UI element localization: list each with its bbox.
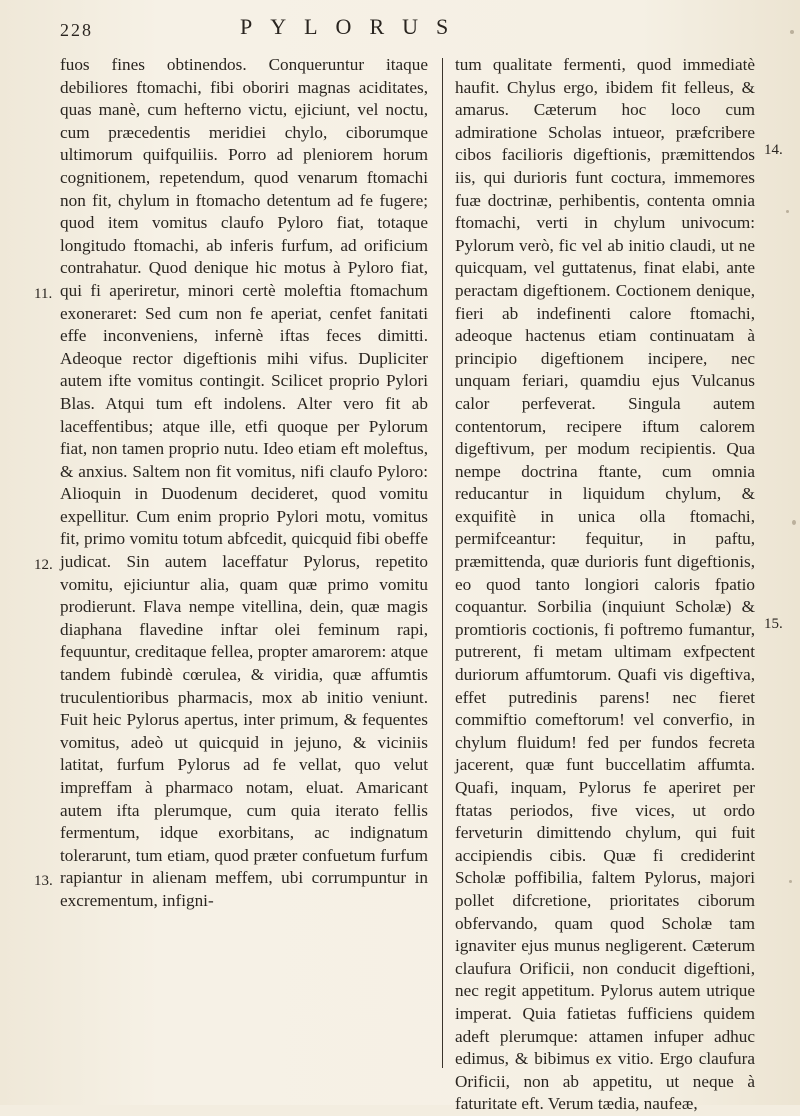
left-column-text: fuos fines obtinendos. Conqueruntur itaque debiliores ftomachi, fibi oboriri magnas aciditates, quas manè, cum hefterno victu, ejiciunt, vel noctu, cum præcedentis meridiei chylo, ciborumque ultimorum quifquiliis. Porro ad pleniorem horum cognitionem, repetendum, quod venarum ftomachi non fit, chylum in ftomacho detentum ad fe fugere; quod item vomitus claufo Pyloro fiat, totaque longitudo ftomachi, ab inferis furfum, ad orificium contrahatur. Quod denique hic motus à Pyloro fiat, qui fi aperiretur, minori certè moleftia ftomachum exoneraret: Sed cum non fe aperiat, cenfet fanitati effe inconveniens, infernè iftas feces dimitti. Adeoque rector digeftionis mihi vifus. Dupliciter autem ifte vomitus contingit. Scilicet proprio Pylori Blas. Atqui tum eft indolens. Alter vero fit ab laceffentibus; atque ille, etfi quoque per Pylorum fiat, non tamen proprio nutu. Ideo etiam eft moleftus, & anxius. Saltem non fit vomitus, nifi claufo Pyloro: Alioquin in Duodenum decideret, quod vomitu expellitur. Cum enim proprio Pylori motu, vomitus fit, primo vomitu totum abfcedit, quicquid fibi obeffe judicat. Sin autem laceffatur Pylorus, repetito vomitu, ejiciuntur alia, quam quæ primo vomitu prodierunt. Flava nempe vitellina, dein, quæ magis diaphana flavedine inftar olei feminum rapi, fequuntur, creditaque fellea, propter amarorem: atque tandem fubindè cœrulea, & viridia, quæ affumtis truculentioribus pharmacis, mox ab initio veniunt. Fuit heic Pylorus apertus, inter primum, & fequentes vomitus, adeò ut quicquid in jejuno, & viciniis latitat, furfum Pylorus ad fe vellat, quo velut impreffam à pharmaco notam, eluat. Amaricant autem ifta plerumque, cum quia iterato fellis fermentum, idque exorbitans, ac indignatum tolerarunt, tum etiam, quod præter confuetum furfum rapiantur in alienam meffem, ubi corrumpuntur in excrementum, infigni- <box>60 55 428 910</box>
paper-speck <box>792 520 796 525</box>
left-column <box>60 54 428 913</box>
margin-number-14: 14. <box>764 142 783 158</box>
running-title: PYLORUS <box>240 14 467 39</box>
margin-number-11: 11. <box>34 286 53 302</box>
paper-speck <box>786 210 789 213</box>
column-divider <box>442 58 443 1068</box>
right-column <box>455 54 755 1116</box>
paper-speck <box>790 30 794 34</box>
right-column-text: tum qualitate fermenti, quod immediatè haufit. Chylus ergo, ibidem fit felleus, & amarus. Cæterum hoc loco cum admiratione Scholas intueor, præfcribere cibos facilioris digeftionis, præmittendos iis, qui durioris funt coctura, immemores fuæ doctrinæ, perhibentis, contenta omnia ftomachi, verti in chylum univocum: Pylorum verò, fic vel ab initio claudi, ut ne quicquam, vel guttatenus, finat elabi, ante peractam digeftionem. Coctionem denique, fieri ab indefinenti calore ftomachi, adeoque hactenus etiam continuatam à principio digeftionem incipere, nec unquam feriari, quamdiu ejus Vulcanus calor perfeverat. Singula autem contentorum, recipere iftum calorem digeftivum, per modum recipientis. Qua nempe doctrina ftante, cum omnia reducantur in liquidum chylum, & exquifitè in unica olla ftomachi, permifceantur: fequitur, in paftu, præmittenda, quæ durioris funt digeftionis, eo quod tanto longiori caloris fpatio coquantur. Sorbilia (inquiunt Scholæ) & promtioris coctionis, fi poftremo fumantur, putrerent, fi metam ultimam exfpectent duriorum affumtorum. Quafi vis digeftiva, effet putredinis parens! nec fieret commiftio comeftorum! vel converfio, in chylum fluidum! fed per fundos fecreta jacerent, quæ funt buccellatim affumta. Quafi, inquam, Pylorus fe aperiret per ftatas periodos, five vices, ut ordo ferveturin dimittendo chylum, qui fuit accipiendis cibis. Quæ fi crediderint Scholæ poffibilia, faltem Pylorus, majori pollet difcretione, prioritates ciborum obfervando, quam quod Scholæ tam ignaviter ejus munus negligerent. Cæterum claufura Orificii, non conducit digeftioni, nec regit appetitum. Pylorus autem utrique imperat. Quia fatietas fufficiens quidem adeft plerumque: attamen infuper adhuc edimus, & bibimus ex vitio. Ergo claufura Orificii, non ab appetitu, ut neque à faturitate eft. Verum tædia, naufeæ, <box>455 55 755 1114</box>
margin-number-15: 15. <box>764 616 783 632</box>
page-number: 228 <box>60 20 93 40</box>
page-header <box>60 14 760 44</box>
margin-number-13: 13. <box>34 873 53 889</box>
paper-speck <box>789 880 792 883</box>
margin-number-12: 12. <box>34 557 53 573</box>
